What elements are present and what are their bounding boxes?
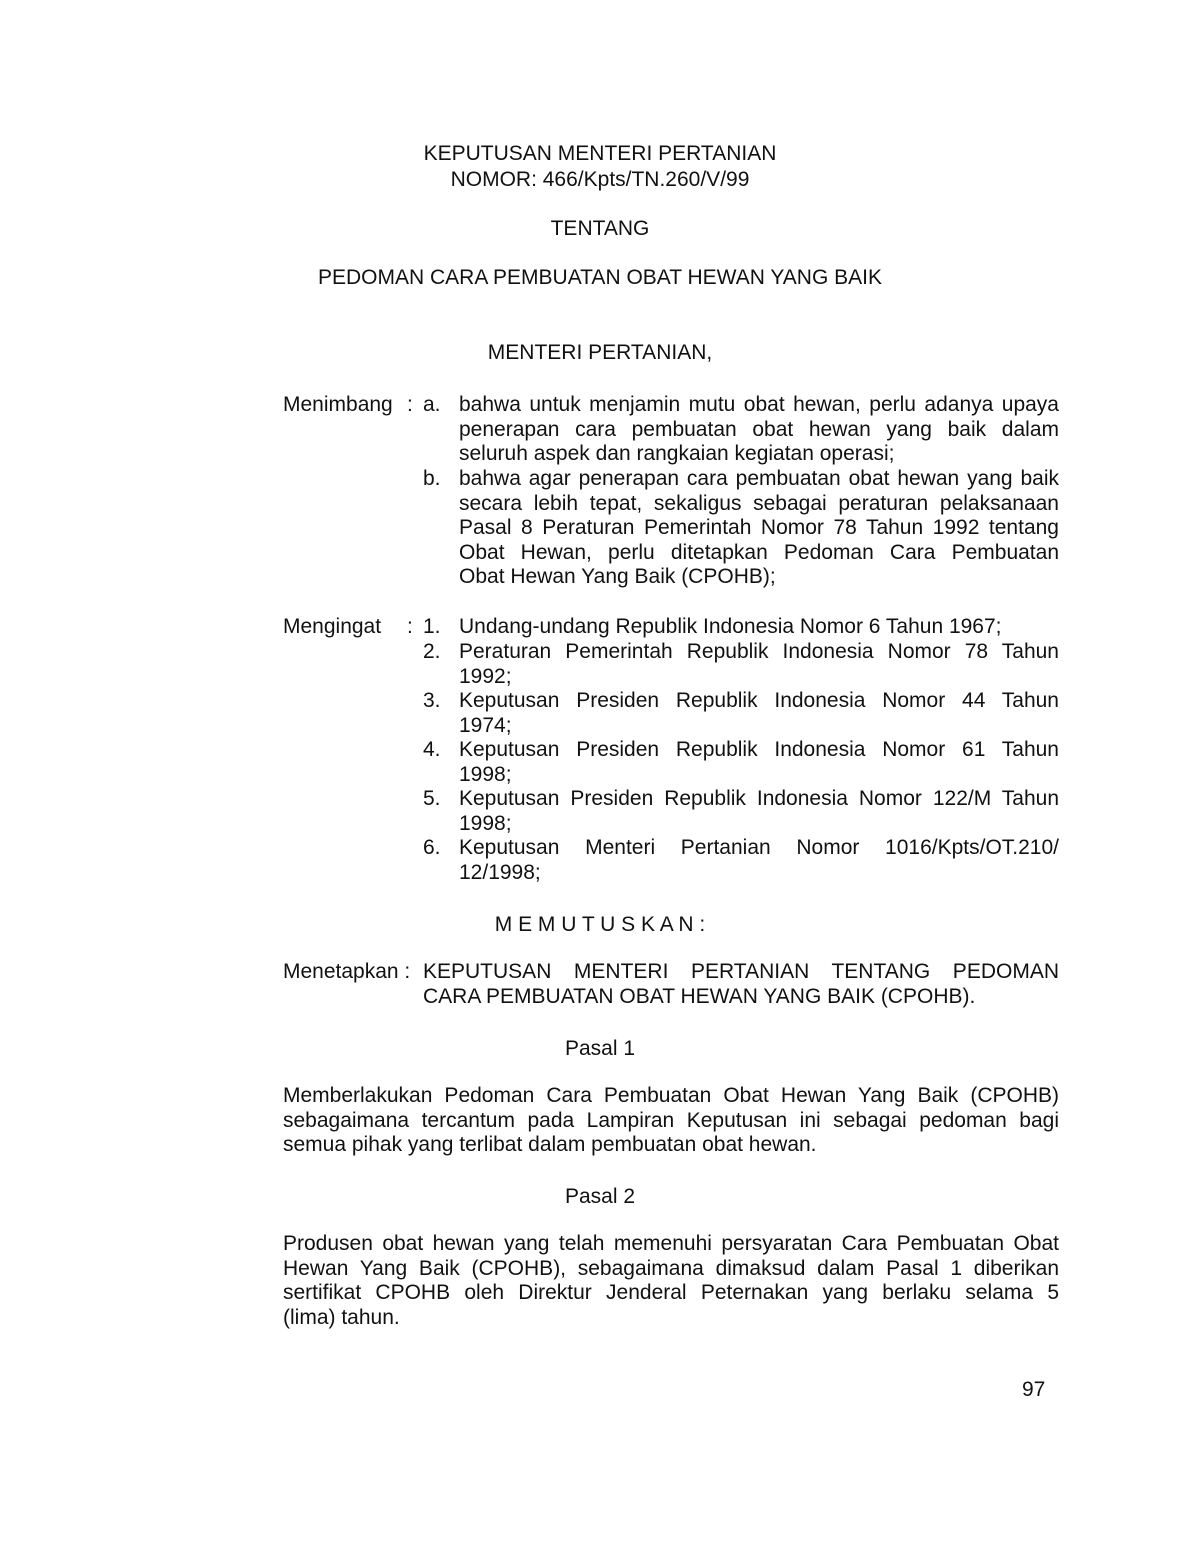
mengingat-marker-5: 5. bbox=[423, 787, 441, 810]
pasal-1-heading: Pasal 1 bbox=[564, 1037, 636, 1060]
pasal-1-body bbox=[283, 1084, 1059, 1158]
text-line: sebagaimana tercantum pada Lampiran Keputusan ini sebagai pedoman bagi bbox=[283, 1108, 1059, 1132]
text-line: 1974; bbox=[459, 713, 512, 737]
pasal-2-heading: Pasal 2 bbox=[564, 1185, 636, 1208]
mengingat-marker-6: 6. bbox=[423, 836, 441, 859]
text-line: Keputusan Presiden Republik Indonesia Nomor 122/M Tahun bbox=[459, 787, 1059, 810]
menimbang-item-b bbox=[459, 467, 1059, 590]
text-line: seluruh aspek dan rangkaian kegiatan operasi; bbox=[459, 442, 895, 465]
text-line: Keputusan Presiden Republik Indonesia Nomor 61 Tahun bbox=[459, 738, 1059, 761]
decree-subject: PEDOMAN CARA PEMBUATAN OBAT HEWAN YANG BAIK bbox=[318, 266, 882, 289]
text-line: bahwa agar penerapan cara pembuatan obat hewan yang baik bbox=[459, 467, 1059, 490]
text-line: bahwa untuk menjamin mutu obat hewan, perlu adanya upaya bbox=[459, 393, 1059, 416]
mengingat-item-1 bbox=[459, 615, 1059, 640]
pasal-2-body bbox=[283, 1232, 1059, 1330]
menetapkan-label: Menetapkan : bbox=[283, 960, 411, 983]
menimbang-item-a bbox=[459, 393, 1059, 467]
mengingat-marker-1: 1. bbox=[423, 615, 441, 638]
text-line: Hewan Yang Baik (CPOHB), sebagaimana dimaksud dalam Pasal 1 diberikan bbox=[283, 1256, 1059, 1280]
mengingat-item-3 bbox=[459, 689, 1059, 738]
menetapkan-text bbox=[423, 960, 1059, 1009]
text-line: penerapan cara pembuatan obat hewan yang baik dalam bbox=[459, 417, 1059, 441]
text-line: secara lebih tepat, sekaligus sebagai peraturan pelaksanaan bbox=[459, 491, 1059, 515]
mengingat-marker-4: 4. bbox=[423, 738, 441, 761]
text-line: 1998; bbox=[459, 762, 512, 786]
menimbang-marker-b: b. bbox=[423, 467, 441, 490]
memutuskan-heading: M E M U T U S K A N : bbox=[494, 913, 706, 936]
text-line: KEPUTUSAN MENTERI PERTANIAN TENTANG PEDOMAN bbox=[423, 960, 1059, 983]
text-line: 1992; bbox=[459, 664, 512, 688]
text-line: 12/1998; bbox=[459, 860, 541, 884]
mengingat-item-6 bbox=[459, 836, 1059, 885]
mengingat-item-4 bbox=[459, 738, 1059, 787]
text-line: Memberlakukan Pedoman Cara Pembuatan Obat Hewan Yang Baik (CPOHB) bbox=[283, 1084, 1059, 1107]
mengingat-marker-2: 2. bbox=[423, 640, 441, 663]
text-line: Produsen obat hewan yang telah memenuhi persyaratan Cara Pembuatan Obat bbox=[283, 1232, 1059, 1255]
decree-number: NOMOR: 466/Kpts/TN.260/V/99 bbox=[450, 168, 750, 191]
text-line: Obat Hewan Yang Baik (CPOHB); bbox=[459, 565, 776, 588]
mengingat-item-5 bbox=[459, 787, 1059, 836]
text-line: 1998; bbox=[459, 811, 512, 835]
mengingat-label: Mengingat bbox=[283, 615, 382, 638]
text-line: semua pihak yang terlibat dalam pembuatan obat hewan. bbox=[283, 1133, 817, 1156]
text-line: Peraturan Pemerintah Republik Indonesia Nomor 78 Tahun bbox=[459, 640, 1059, 663]
text-line: (lima) tahun. bbox=[283, 1305, 400, 1329]
page-number: 97 bbox=[1022, 1378, 1046, 1401]
text-line: Pasal 8 Peraturan Pemerintah Nomor 78 Tahun 1992 tentang bbox=[459, 516, 1059, 539]
tentang-heading: TENTANG bbox=[550, 217, 650, 240]
text-line: CARA PEMBUATAN OBAT HEWAN YANG BAIK (CPOHB). bbox=[423, 984, 976, 1008]
text-line: Keputusan Menteri Pertanian Nomor 1016/Kpts/OT.210/ bbox=[459, 836, 1059, 859]
menimbang-colon: : bbox=[407, 393, 413, 416]
decree-title: KEPUTUSAN MENTERI PERTANIAN bbox=[423, 142, 777, 165]
mengingat-item-2 bbox=[459, 640, 1059, 689]
text-line: Obat Hewan, perlu ditetapkan Pedoman Cara Pembuatan bbox=[459, 540, 1059, 564]
mengingat-marker-3: 3. bbox=[423, 689, 441, 712]
minister-heading: MENTERI PERTANIAN, bbox=[487, 341, 713, 364]
mengingat-colon: : bbox=[407, 615, 413, 638]
menimbang-label: Menimbang bbox=[283, 393, 393, 416]
menimbang-marker-a: a. bbox=[423, 393, 441, 416]
text-line: Undang-undang Republik Indonesia Nomor 6 Tahun 1967; bbox=[459, 615, 1002, 638]
text-line: Keputusan Presiden Republik Indonesia Nomor 44 Tahun bbox=[459, 689, 1059, 712]
text-line: sertifikat CPOHB oleh Direktur Jenderal Peternakan yang berlaku selama 5 bbox=[283, 1281, 1059, 1304]
